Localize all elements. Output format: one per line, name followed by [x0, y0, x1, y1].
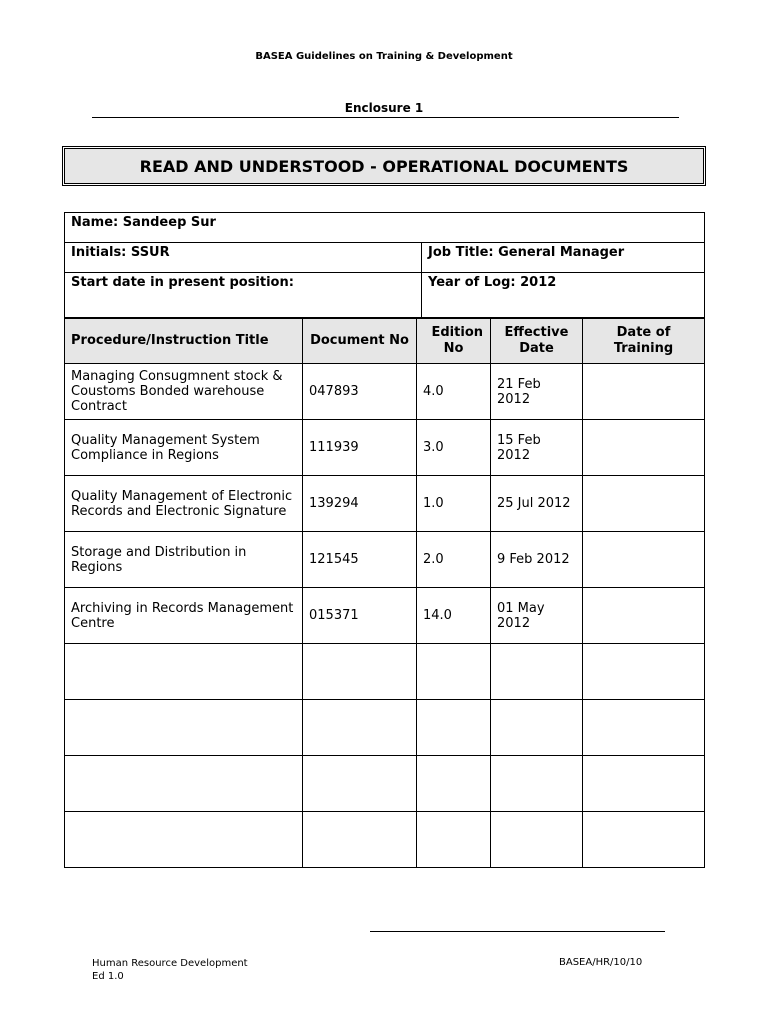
table-row-empty — [65, 812, 705, 868]
table-row-empty — [65, 644, 705, 700]
table-row — [65, 476, 705, 532]
row-effective — [491, 588, 583, 644]
row-effective-text: 15 Feb 2012 — [497, 432, 541, 463]
start-date-field: Start date in present position: — [65, 273, 422, 318]
row-effective: 9 Feb 2012 — [491, 532, 583, 588]
row-doc-no: 139294 — [303, 476, 417, 532]
row-edition: 3.0 — [417, 420, 491, 476]
info-row-initials — [65, 243, 705, 273]
form-title: READ AND UNDERSTOOD - OPERATIONAL DOCUMENTS — [139, 156, 629, 176]
form-title-box — [64, 148, 704, 184]
table-row — [65, 588, 705, 644]
row-effective-text: 01 May 2012 — [497, 600, 545, 631]
edition-header-text: Edition No — [431, 325, 483, 356]
table-row — [65, 364, 705, 420]
effective-header-text: Effective Date — [504, 325, 569, 356]
table-row — [65, 420, 705, 476]
row-effective — [491, 364, 583, 420]
row-doc-no: 015371 — [303, 588, 417, 644]
row-training — [583, 476, 705, 532]
employee-info-table — [64, 212, 705, 318]
row-doc-no: 047893 — [303, 364, 417, 420]
year-of-log-field: Year of Log: 2012 — [422, 273, 705, 318]
initials-field: Initials: SSUR — [65, 243, 422, 273]
row-title: Quality Management of Electronic Records and Electronic Signature — [65, 476, 303, 532]
documents-table — [64, 318, 705, 868]
enclosure-rule — [92, 117, 679, 118]
row-training — [583, 420, 705, 476]
table-row — [65, 532, 705, 588]
table-row-empty — [65, 700, 705, 756]
row-training — [583, 588, 705, 644]
training-header-text: Date of Training — [613, 325, 674, 356]
row-title: Managing Consugmnent stock & Coustoms Bonded warehouse Contract — [65, 364, 303, 420]
signature-line — [370, 931, 665, 932]
row-doc-no: 111939 — [303, 420, 417, 476]
row-title: Storage and Distribution in Regions — [65, 532, 303, 588]
info-row-start — [65, 273, 705, 318]
row-effective: 25 Jul 2012 — [491, 476, 583, 532]
column-header-title: Procedure/Instruction Title — [65, 319, 303, 364]
document-header: BASEA Guidelines on Training & Development — [255, 51, 513, 62]
footer-department: Human Resource Development — [92, 958, 248, 969]
enclosure-label: Enclosure 1 — [344, 101, 424, 115]
row-edition: 4.0 — [417, 364, 491, 420]
footer-edition: Ed 1.0 — [92, 971, 124, 982]
footer-left — [92, 957, 248, 983]
table-row-empty — [65, 756, 705, 812]
row-title: Archiving in Records Management Centre — [65, 588, 303, 644]
column-header-effective — [491, 319, 583, 364]
info-row-name — [65, 213, 705, 243]
row-edition: 1.0 — [417, 476, 491, 532]
row-title: Quality Management System Compliance in Regions — [65, 420, 303, 476]
row-training — [583, 364, 705, 420]
table-header-row — [65, 319, 705, 364]
column-header-training — [583, 319, 705, 364]
row-effective — [491, 420, 583, 476]
row-doc-no: 121545 — [303, 532, 417, 588]
job-title-field: Job Title: General Manager — [422, 243, 705, 273]
column-header-doc-no: Document No — [303, 319, 417, 364]
row-edition: 14.0 — [417, 588, 491, 644]
name-field: Name: Sandeep Sur — [65, 213, 705, 243]
row-edition: 2.0 — [417, 532, 491, 588]
column-header-edition — [417, 319, 491, 364]
row-training — [583, 532, 705, 588]
footer-reference: BASEA/HR/10/10 — [559, 957, 643, 968]
row-effective-text: 21 Feb 2012 — [497, 376, 541, 407]
